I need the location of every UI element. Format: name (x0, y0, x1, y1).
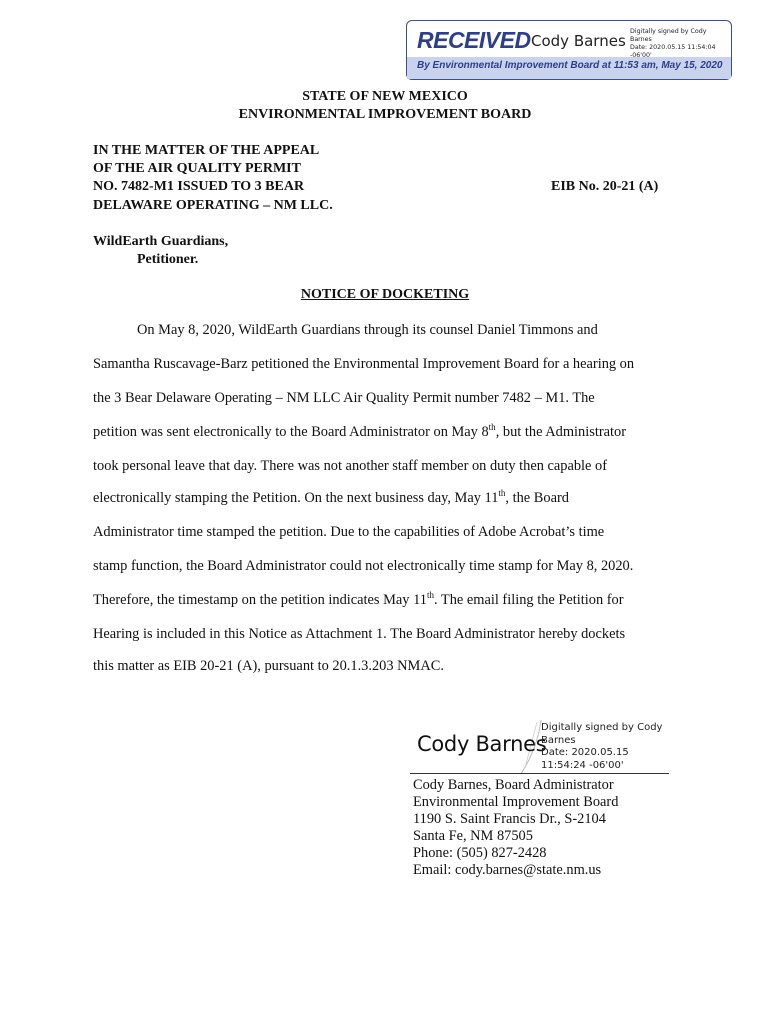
stamp-digital-line: -06'00' (630, 52, 652, 59)
ordinal-suffix: th (488, 422, 496, 433)
header-board: ENVIRONMENTAL IMPROVEMENT BOARD (238, 107, 532, 122)
received-stamp (406, 20, 732, 80)
party-role: Petitioner. (137, 252, 199, 267)
body-line (93, 592, 624, 609)
body-text: Therefore, the timestamp on the petition indicates May 11 (93, 592, 427, 608)
body-line: Administrator time stamped the petition. Due to the capabilities of Adobe Acrobat’s time (93, 524, 605, 540)
caption-line: NO. 7482-M1 ISSUED TO 3 BEAR (93, 179, 305, 194)
caption-line: DELAWARE OPERATING – NM LLC. (93, 198, 333, 213)
stamp-digital-signature (630, 28, 730, 60)
ordinal-suffix: th (426, 590, 434, 601)
document-title (0, 287, 770, 303)
body-text: , but the Administrator (495, 424, 626, 440)
signature-digital-line: Digitally signed by Cody (541, 722, 663, 733)
ordinal-suffix: th (498, 488, 506, 499)
body-text: . The email filing the Petition for (433, 592, 624, 608)
stamp-signer-name: Cody Barnes (531, 32, 626, 50)
body-line: took personal leave that day. There was not another staff member on duty then capable of (93, 458, 608, 474)
body-line: stamp function, the Board Administrator could not electronically time stamp for May 8, 2020. (93, 558, 634, 574)
body-line: this matter as EIB 20-21 (A), pursuant to 20.1.3.203 NMAC. (93, 658, 444, 674)
signature-name: Cody Barnes (417, 732, 547, 756)
address-block (413, 777, 618, 879)
address-line: 1190 S. Saint Francis Dr., S-2104 (413, 811, 606, 827)
case-number: EIB No. 20-21 (A) (551, 179, 659, 194)
header-state: STATE OF NEW MEXICO (302, 89, 468, 104)
body-line: the 3 Bear Delaware Operating – NM LLC Air Quality Permit number 7482 – M1. The (93, 390, 595, 406)
party-name: WildEarth Guardians, (93, 234, 229, 249)
signature-digital-line: 11:54:24 -06'00' (541, 759, 624, 771)
signature-digital-info (541, 722, 671, 772)
stamp-by-line: By Environmental Improvement Board at 11:53 am, May 15, 2020 (417, 60, 723, 71)
body-line: On May 8, 2020, WildEarth Guardians through its counsel Daniel Timmons and (137, 322, 598, 338)
caption-line: OF THE AIR QUALITY PERMIT (93, 161, 301, 176)
body-text: electronically stamping the Petition. On the next business day, May 11 (93, 490, 499, 506)
signature-digital-line: Barnes (541, 734, 576, 746)
signature-digital-line: Date: 2020.05.15 (541, 747, 629, 758)
document-title-text: NOTICE OF DOCKETING (300, 287, 470, 302)
body-line: Hearing is included in this Notice as Attachment 1. The Board Administrator hereby dockets (93, 626, 626, 642)
body-text: petition was sent electronically to the Board Administrator on May 8 (93, 424, 489, 440)
address-line: Environmental Improvement Board (413, 794, 619, 810)
address-line: Phone: (505) 827-2428 (413, 845, 547, 861)
stamp-received-label: RECEIVED (417, 27, 531, 53)
address-line: Cody Barnes, Board Administrator (413, 777, 614, 793)
signature-rule (410, 773, 669, 774)
stamp-digital-line: Digitally signed by Cody Barnes (630, 28, 707, 43)
stamp-digital-line: Date: 2020.05.15 11:54:04 (630, 44, 716, 51)
body-line: Samantha Ruscavage-Barz petitioned the Environmental Improvement Board for a hearing on (93, 356, 635, 372)
address-line: Santa Fe, NM 87505 (413, 828, 533, 844)
body-line (93, 424, 626, 441)
body-line (93, 490, 569, 507)
caption-line: IN THE MATTER OF THE APPEAL (93, 143, 320, 158)
address-line: Email: cody.barnes@state.nm.us (413, 862, 602, 878)
body-text: , the Board (505, 490, 569, 506)
